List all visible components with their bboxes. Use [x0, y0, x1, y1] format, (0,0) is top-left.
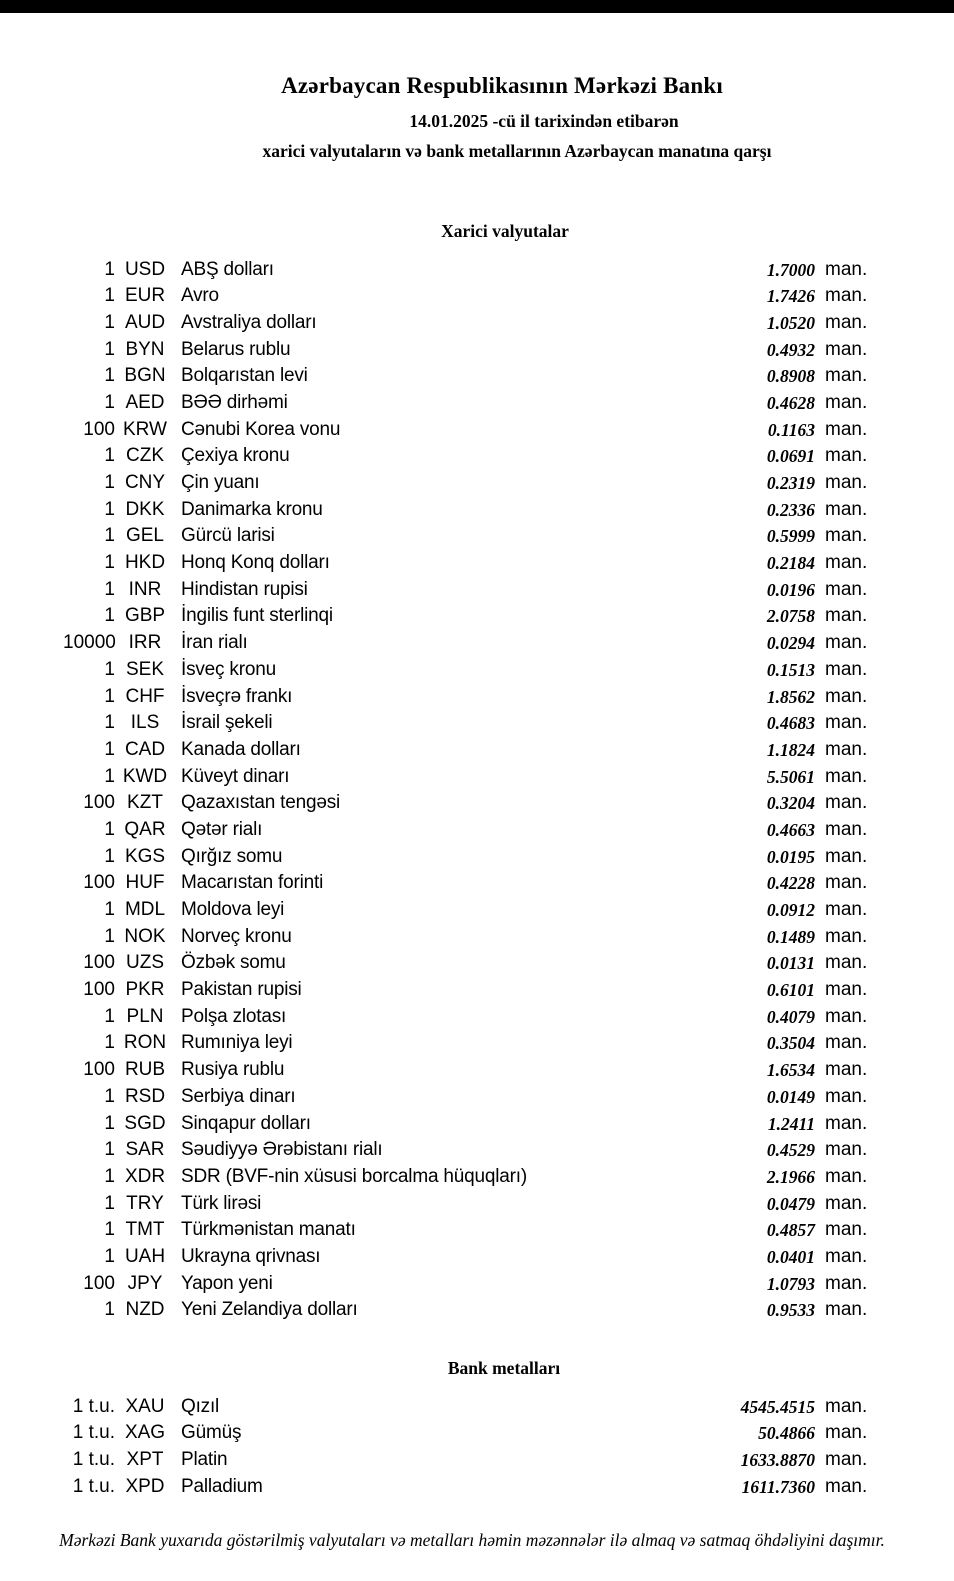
rate-row	[63, 1474, 877, 1501]
rate-row	[63, 603, 877, 630]
currency-name: Platin	[181, 1448, 228, 1470]
rate-value: 0.0912	[766, 900, 815, 921]
currency-name: Yeni Zelandiya dolları	[181, 1299, 358, 1321]
currency-code: EUR	[124, 285, 166, 307]
currency-name: Avro	[181, 285, 219, 307]
quantity: 10000	[63, 632, 116, 654]
rate-row	[63, 1137, 877, 1164]
currency-code: SAR	[125, 1139, 165, 1161]
quantity: 1	[104, 658, 115, 680]
rate-value: 0.0195	[766, 846, 815, 867]
currency-name: Rumıniya leyi	[181, 1032, 293, 1054]
currency-name: Türkmənistan manatı	[181, 1219, 356, 1241]
unit-label: man.	[825, 391, 868, 413]
currency-name: Gümüş	[181, 1422, 242, 1444]
top-black-bar	[0, 0, 954, 13]
rate-row	[63, 897, 877, 924]
rate-row	[63, 630, 877, 657]
unit-label: man.	[825, 498, 868, 520]
rate-row	[63, 257, 877, 284]
unit-label: man.	[825, 1085, 868, 1107]
rate-row	[63, 1420, 877, 1447]
unit-label: man.	[825, 979, 868, 1001]
rate-value: 0.2319	[766, 473, 815, 494]
currency-code: GBP	[124, 605, 166, 627]
rate-row	[63, 1447, 877, 1474]
rate-row	[63, 710, 877, 737]
currency-code: XAG	[124, 1422, 166, 1444]
rate-value: 0.4079	[766, 1006, 815, 1027]
rate-value: 0.0149	[766, 1086, 815, 1107]
currency-name: Qətər rialı	[181, 818, 263, 840]
unit-label: man.	[825, 605, 868, 627]
unit-label: man.	[825, 818, 868, 840]
rate-value: 1.8562	[766, 686, 815, 707]
quantity: 1	[104, 445, 115, 467]
quantity: 1	[104, 498, 115, 520]
rate-row	[63, 1394, 877, 1421]
currency-code: QAR	[124, 818, 166, 840]
currency-name: Gürcü larisi	[181, 525, 275, 547]
rate-row	[63, 1297, 877, 1324]
unit-label: man.	[825, 1475, 868, 1497]
currency-code: UAH	[124, 1245, 166, 1267]
quantity: 1	[104, 1165, 115, 1187]
rate-value: 0.9533	[766, 1300, 815, 1321]
currency-code: CAD	[124, 738, 166, 760]
unit-label: man.	[825, 552, 868, 574]
currency-code: XAU	[125, 1395, 165, 1417]
currency-code: DKK	[125, 498, 165, 520]
quantity: 1	[104, 925, 115, 947]
quantity: 100	[83, 1272, 115, 1294]
unit-label: man.	[825, 1005, 868, 1027]
rate-value: 0.0401	[766, 1246, 815, 1267]
currency-code: NZD	[125, 1299, 165, 1321]
quantity: 1 t.u.	[72, 1448, 115, 1470]
rate-value: 0.3504	[766, 1033, 815, 1054]
rate-value: 0.1163	[767, 419, 815, 440]
rate-row	[63, 550, 877, 577]
currency-name: Qazaxıstan tengəsi	[181, 792, 341, 814]
unit-label: man.	[825, 1299, 868, 1321]
currency-code: INR	[128, 578, 162, 600]
unit-label: man.	[825, 365, 868, 387]
currency-code: GEL	[125, 525, 165, 547]
rate-row	[63, 577, 877, 604]
unit-label: man.	[825, 872, 868, 894]
unit-label: man.	[825, 925, 868, 947]
unit-label: man.	[825, 445, 868, 467]
currency-name: Norveç kronu	[181, 925, 292, 947]
metal-rate-list	[0, 1394, 954, 1501]
currency-code: XPT	[126, 1448, 164, 1470]
quantity: 1	[104, 472, 115, 494]
unit-label: man.	[825, 685, 868, 707]
unit-label: man.	[825, 952, 868, 974]
rate-value: 2.1966	[766, 1166, 815, 1187]
currency-name: Honq Konq dolları	[181, 552, 330, 574]
unit-label: man.	[825, 712, 868, 734]
currency-name: SDR (BVF-nin xüsusi borcalma hüquqları)	[181, 1165, 527, 1187]
currency-name: Qızıl	[181, 1395, 220, 1417]
currency-code: XDR	[124, 1165, 166, 1187]
currency-code: MDL	[124, 899, 166, 921]
currencies-section-title: Xarici valyutalar	[441, 221, 569, 241]
currency-name: İngilis funt sterlinqi	[181, 605, 333, 627]
unit-label: man.	[825, 1219, 868, 1241]
currency-code: PKR	[125, 979, 165, 1001]
rate-value: 0.2336	[766, 499, 815, 520]
rate-value: 0.6101	[766, 980, 815, 1001]
quantity: 1	[104, 1192, 115, 1214]
currency-name: Ukrayna qrivnası	[181, 1245, 321, 1267]
currency-code: RSD	[124, 1085, 166, 1107]
unit-label: man.	[825, 765, 868, 787]
currency-name: İsveçrə frankı	[181, 685, 293, 707]
rate-row	[63, 1030, 877, 1057]
currency-name: Macarıstan forinti	[181, 872, 324, 894]
quantity: 1	[104, 899, 115, 921]
quantity: 1	[104, 1032, 115, 1054]
unit-label: man.	[825, 258, 868, 280]
unit-label: man.	[825, 632, 868, 654]
unit-label: man.	[825, 1245, 868, 1267]
effective-date-line: 14.01.2025 -cü il tarixindən etibarən	[409, 111, 679, 131]
rate-value: 1.6534	[766, 1060, 815, 1081]
rate-value: 5.5061	[766, 766, 815, 787]
currency-code: HKD	[124, 552, 166, 574]
currency-name: Özbək somu	[181, 952, 286, 974]
quantity: 1	[104, 311, 115, 333]
rate-value: 1611.7360	[741, 1476, 815, 1497]
unit-label: man.	[825, 525, 868, 547]
currency-code: AED	[125, 391, 165, 413]
rate-row	[63, 1057, 877, 1084]
currency-name: Türk lirəsi	[181, 1192, 262, 1214]
unit-label: man.	[825, 792, 868, 814]
currency-code: XPD	[125, 1475, 165, 1497]
currency-code: KRW	[123, 418, 167, 440]
rate-value: 0.0294	[766, 633, 815, 654]
unit-label: man.	[825, 472, 868, 494]
rate-value: 1.0793	[766, 1273, 815, 1294]
currency-code: SGD	[124, 1112, 166, 1134]
currency-name: Belarus rublu	[181, 338, 291, 360]
currency-name: İsrail şekeli	[181, 712, 273, 734]
unit-label: man.	[825, 1139, 868, 1161]
currency-name: Çexiya kronu	[181, 445, 290, 467]
rate-value: 0.8908	[766, 366, 815, 387]
rate-row	[63, 790, 877, 817]
currency-rate-list	[0, 257, 954, 1325]
quantity: 1	[104, 1112, 115, 1134]
rate-value: 0.1489	[766, 926, 815, 947]
quantity: 1	[104, 738, 115, 760]
rate-row	[63, 390, 877, 417]
unit-label: man.	[825, 658, 868, 680]
currency-name: Yapon yeni	[181, 1272, 273, 1294]
currency-name: Danimarka kronu	[181, 498, 323, 520]
quantity: 1	[104, 1299, 115, 1321]
unit-label: man.	[825, 1032, 868, 1054]
rate-value: 50.4866	[758, 1423, 815, 1444]
currency-code: BGN	[124, 365, 166, 387]
currency-code: SEK	[125, 658, 165, 680]
rate-row	[63, 657, 877, 684]
unit-label: man.	[825, 1448, 868, 1470]
rate-row	[63, 817, 877, 844]
currency-code: JPY	[127, 1272, 163, 1294]
rate-row	[63, 1084, 877, 1111]
quantity: 1	[104, 338, 115, 360]
rate-row	[63, 924, 877, 951]
unit-label: man.	[825, 1192, 868, 1214]
currency-name: Pakistan rupisi	[181, 979, 302, 1001]
rate-row	[63, 283, 877, 310]
rate-row	[63, 737, 877, 764]
currency-name: İran rialı	[181, 632, 248, 654]
unit-label: man.	[825, 338, 868, 360]
currency-code: PLN	[126, 1005, 164, 1027]
unit-label: man.	[825, 1272, 868, 1294]
currency-code: KWD	[122, 765, 168, 787]
currency-code: AUD	[124, 311, 166, 333]
quantity: 1 t.u.	[72, 1395, 115, 1417]
currency-code: CNY	[124, 472, 166, 494]
rate-value: 1.7000	[766, 259, 815, 280]
rate-row	[63, 470, 877, 497]
unit-label: man.	[825, 738, 868, 760]
rate-value: 0.4663	[766, 819, 815, 840]
rate-value: 0.1513	[766, 659, 815, 680]
rate-value: 0.5999	[766, 526, 815, 547]
currency-code: RUB	[124, 1059, 166, 1081]
quantity: 100	[83, 979, 115, 1001]
currency-code: TMT	[125, 1219, 165, 1241]
quantity: 100	[83, 418, 115, 440]
rate-row	[63, 1217, 877, 1244]
unit-label: man.	[825, 1059, 868, 1081]
currency-code: IRR	[128, 632, 162, 654]
rate-value: 0.4228	[766, 873, 815, 894]
currency-code: HUF	[125, 872, 165, 894]
rate-row	[63, 977, 877, 1004]
currency-name: Rusiya rublu	[181, 1059, 285, 1081]
metals-section-title: Bank metalları	[447, 1358, 561, 1379]
rate-row	[63, 764, 877, 791]
rate-value: 0.0691	[766, 446, 815, 467]
currency-code: CHF	[125, 685, 165, 707]
quantity: 1	[104, 1139, 115, 1161]
unit-label: man.	[825, 1422, 868, 1444]
rate-value: 1.1824	[766, 739, 815, 760]
rate-value: 0.0131	[766, 953, 815, 974]
quantity: 100	[83, 952, 115, 974]
rate-row	[63, 870, 877, 897]
rate-row	[63, 950, 877, 977]
rate-value: 0.0479	[766, 1193, 815, 1214]
quantity: 1	[104, 391, 115, 413]
quantity: 1	[104, 1005, 115, 1027]
currency-code: ILS	[130, 712, 160, 734]
currency-code: RON	[123, 1032, 167, 1054]
quantity: 1	[104, 1085, 115, 1107]
unit-label: man.	[825, 1165, 868, 1187]
rate-value: 1.7426	[766, 286, 815, 307]
currency-name: BƏƏ dirhəmi	[181, 391, 288, 413]
quantity: 1	[104, 285, 115, 307]
currency-name: İsveç kronu	[181, 658, 276, 680]
currency-name: Sinqapur dolları	[181, 1112, 311, 1134]
currency-name: Səudiyyə Ərəbistanı rialı	[181, 1139, 383, 1161]
quantity: 100	[83, 792, 115, 814]
unit-label: man.	[825, 1112, 868, 1134]
quantity: 1	[104, 365, 115, 387]
quantity: 1	[104, 578, 115, 600]
currency-name: ABŞ dolları	[181, 258, 274, 280]
unit-label: man.	[825, 285, 868, 307]
rate-row	[63, 523, 877, 550]
quantity: 1	[104, 1245, 115, 1267]
unit-label: man.	[825, 845, 868, 867]
currency-name: Qırğız somu	[181, 845, 283, 867]
quantity: 1	[104, 258, 115, 280]
currency-name: Cənubi Korea vonu	[181, 418, 341, 440]
page-title: Azərbaycan Respublikasının Mərkəzi Bankı	[281, 73, 723, 98]
quantity: 1	[104, 525, 115, 547]
rate-row	[63, 443, 877, 470]
quantity: 100	[83, 1059, 115, 1081]
quantity: 1 t.u.	[72, 1422, 115, 1444]
quantity: 1	[104, 552, 115, 574]
quantity: 1	[104, 1219, 115, 1241]
rate-value: 0.4529	[766, 1140, 815, 1161]
rate-value: 0.4683	[766, 713, 815, 734]
quantity: 100	[83, 872, 115, 894]
rate-row	[63, 1111, 877, 1138]
currency-code: KGS	[124, 845, 166, 867]
currency-code: UZS	[126, 952, 164, 974]
rate-row	[63, 844, 877, 871]
currency-name: Küveyt dinarı	[181, 765, 290, 787]
rate-row	[63, 1191, 877, 1218]
currency-code: NOK	[124, 925, 166, 947]
currency-name: Polşa zlotası	[181, 1005, 287, 1027]
rate-row	[63, 1164, 877, 1191]
subtitle-line: xarici valyutaların və bank metallarının Azərbaycan manatına qarşı	[262, 141, 772, 161]
quantity: 1	[104, 712, 115, 734]
currency-name: Avstraliya dolları	[181, 311, 317, 333]
currency-code: USD	[124, 258, 166, 280]
rate-row	[63, 417, 877, 444]
unit-label: man.	[825, 578, 868, 600]
rate-row	[63, 497, 877, 524]
rate-value: 0.2184	[766, 553, 815, 574]
rate-value: 1.2411	[767, 1113, 815, 1134]
rate-value: 0.4628	[766, 392, 815, 413]
rate-value: 0.4932	[766, 339, 815, 360]
currency-name: Hindistan rupisi	[181, 578, 308, 600]
rate-value: 1.0520	[766, 312, 815, 333]
currency-code: KZT	[127, 792, 163, 814]
rate-value: 2.0758	[766, 606, 815, 627]
quantity: 1	[104, 818, 115, 840]
unit-label: man.	[825, 311, 868, 333]
unit-label: man.	[825, 1395, 868, 1417]
currency-name: Çin yuanı	[181, 472, 260, 494]
currency-code: TRY	[126, 1192, 164, 1214]
currency-name: Palladium	[181, 1475, 263, 1497]
rate-value: 4545.4515	[740, 1396, 815, 1417]
rate-value: 1633.8870	[740, 1449, 815, 1470]
unit-label: man.	[825, 899, 868, 921]
rate-row	[63, 1004, 877, 1031]
currency-name: Bolqarıstan levi	[181, 365, 308, 387]
rate-row	[63, 1244, 877, 1271]
rate-row	[63, 1271, 877, 1298]
quantity: 1	[104, 845, 115, 867]
currency-name: Serbiya dinarı	[181, 1085, 296, 1107]
currency-code: CZK	[126, 445, 164, 467]
rate-row	[63, 310, 877, 337]
disclaimer-text: Mərkəzi Bank yuxarıda göstərilmiş valyutaları və metalları həmin məzənnələr ilə almaq və satmaq öhdəliyini daşımır.	[59, 1530, 885, 1551]
rate-row	[63, 684, 877, 711]
quantity: 1	[104, 605, 115, 627]
currency-code: BYN	[125, 338, 165, 360]
rate-value: 0.3204	[766, 793, 815, 814]
quantity: 1	[104, 765, 115, 787]
rate-row	[63, 337, 877, 364]
rate-value: 0.0196	[766, 579, 815, 600]
currency-name: Kanada dolları	[181, 738, 301, 760]
quantity: 1 t.u.	[72, 1475, 115, 1497]
rate-value: 0.4857	[766, 1220, 815, 1241]
quantity: 1	[104, 685, 115, 707]
currency-name: Moldova leyi	[181, 899, 285, 921]
rate-row	[63, 363, 877, 390]
unit-label: man.	[825, 418, 868, 440]
